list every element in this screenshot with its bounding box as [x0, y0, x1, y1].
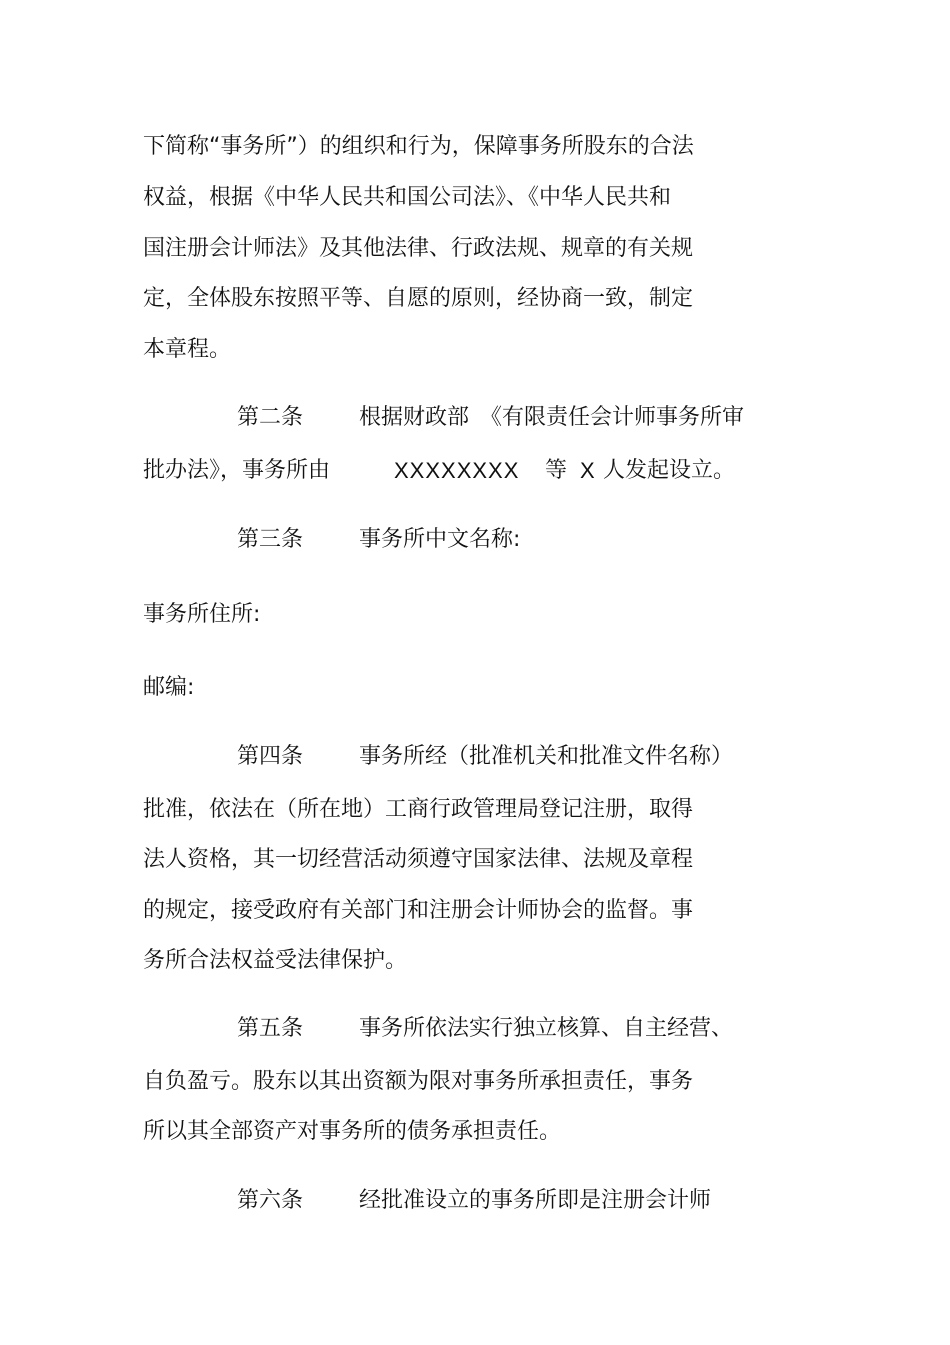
intro-line-3: 国注册会计师法》及其他法律、行政法规、规章的有关规 [143, 236, 694, 261]
article-4-line-5: 务所合法权益受法律保护。 [143, 948, 408, 973]
article-2-number: 第二条 [237, 405, 304, 430]
postcode-label: 邮编: [143, 675, 195, 700]
article-2-line-2b: 等 [545, 458, 568, 483]
address-label: 事务所住所: [143, 602, 261, 627]
article-2-founder-count: X [580, 458, 596, 483]
intro-line-1: 下简称“事务所”）的组织和行为，保障事务所股东的合法 [143, 134, 694, 159]
article-4-line-4: 的规定，接受政府有关部门和注册会计师协会的监督。事 [143, 898, 694, 923]
article-3-text: 事务所中文名称: [359, 527, 521, 552]
intro-line-4: 定，全体股东按照平等、自愿的原则，经协商一致，制定 [143, 286, 694, 311]
article-6-text: 经批准设立的事务所即是注册会计师 [359, 1188, 712, 1213]
article-5-text: 事务所依法实行独立核算、自主经营、 [359, 1016, 734, 1041]
article-2-line-2a: 批办法》，事务所由 [143, 458, 331, 483]
article-2-line-2c: 人发起设立。 [603, 458, 736, 483]
intro-line-5: 本章程。 [143, 337, 232, 362]
article-5-number: 第五条 [237, 1016, 304, 1041]
article-6-number: 第六条 [237, 1188, 304, 1213]
intro-line-2: 权益，根据《中华人民共和国公司法》、《中华人民共和 [143, 185, 672, 210]
article-5-line-3: 所以其全部资产对事务所的债务承担责任。 [143, 1119, 562, 1144]
article-4-number: 第四条 [237, 744, 304, 769]
article-5-line-2: 自负盈亏。股东以其出资额为限对事务所承担责任，事务 [143, 1069, 694, 1094]
article-2-founders: XXXXXXXX [394, 458, 520, 483]
article-4-line-2: 批准，依法在（所在地）工商行政管理局登记注册，取得 [143, 797, 694, 822]
article-4-text: 事务所经（批准机关和批准文件名称） [359, 744, 734, 769]
article-2-text: 根据财政部 《有限责任会计师事务所审 [359, 405, 745, 430]
article-3-number: 第三条 [237, 527, 304, 552]
article-4-line-3: 法人资格，其一切经营活动须遵守国家法律、法规及章程 [143, 847, 694, 872]
